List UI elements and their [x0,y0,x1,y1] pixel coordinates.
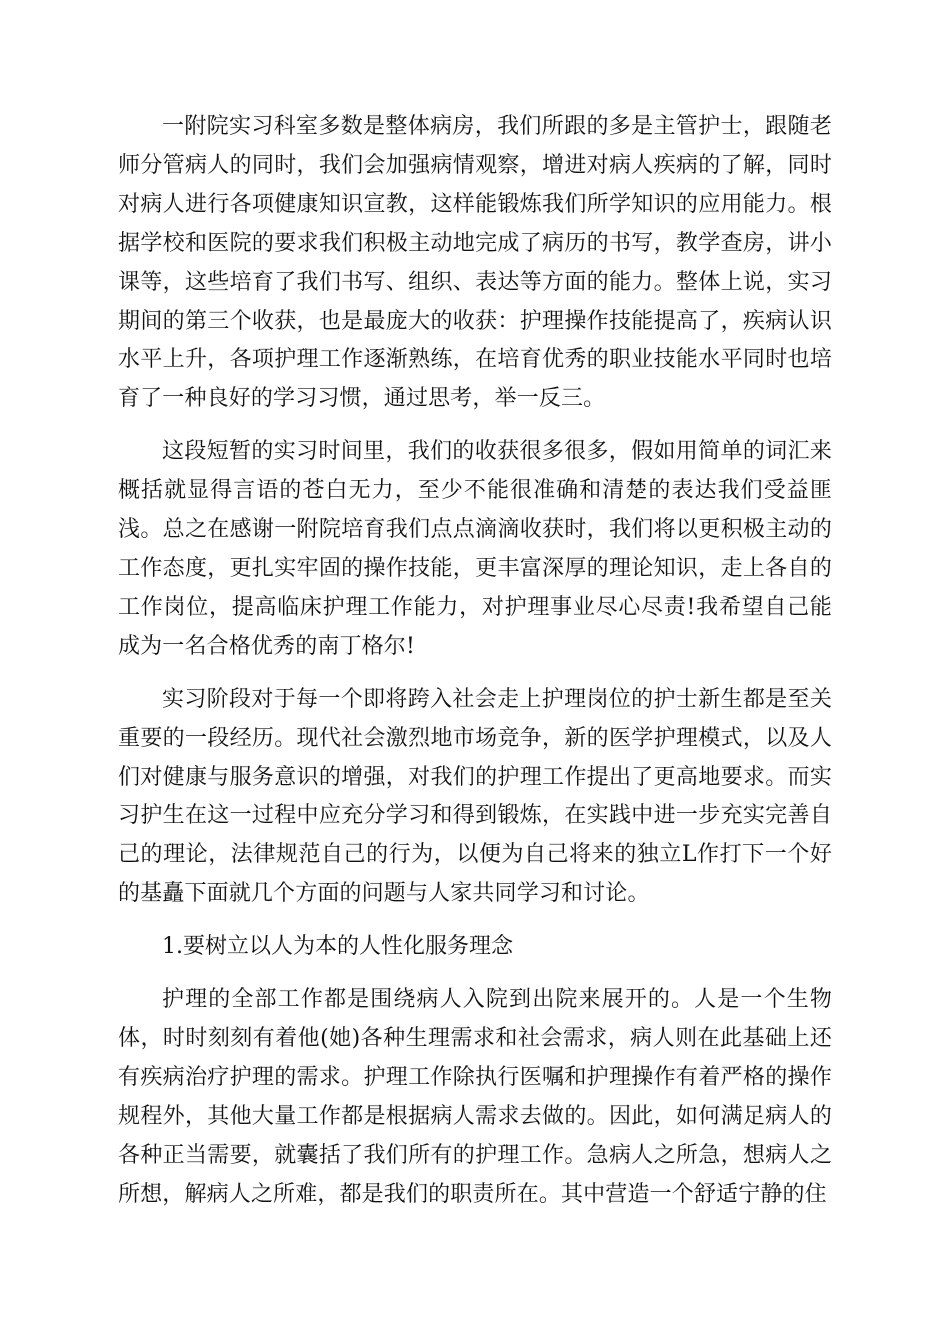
paragraph-nursing-work: 护理的全部工作都是围绕病人入院到出院来展开的。人是一个生物体，时时刻刻有着他(她)各种生理需求和社会需求，病人则在此基础上还有疾病治疗护理的需求。护理工作除执行医嘱和护理操作有着严格的操作规程外，其他大量工作都是根据病人需求去做的。因此，如何满足病人的各种正当需要，就囊括了我们所有的护理工作。急病人之所急，想病人之所想，解病人之所难，都是我们的职责所在。其中营造一个舒适宁静的住 [118,987,832,1207]
section-heading: 1.要树立以人为本的人性化服务理念 [162,934,513,960]
paragraph-internship-gains: 一附院实习科室多数是整体病房，我们所跟的多是主管护士，跟随老师分管病人的同时，我们会加强病情观察，增进对病人疾病的了解，同时对病人进行各项健康知识宣教，这样能锻炼我们所学知识的应用能力。根据学校和医院的要求我们积极主动地完成了病历的书写，教学查房，讲小课等，这些培育了我们书写、组织、表达等方面的能力。整体上说，实习期间的第三个收获，也是最庞大的收获：护理操作技能提高了，疾病认识水平上升，各项护理工作逐渐熟练，在培育优秀的职业技能水平同时也培育了一种良好的学习习惯，通过思考，举一反三。 [118,114,832,412]
document-body [118,108,832,1214]
paragraph-internship-stage: 实习阶段对于每一个即将跨入社会走上护理岗位的护士新生都是至关重要的一段经历。现代社会激烈地市场竞争，新的医学护理模式，以及人们对健康与服务意识的增强，对我们的护理工作提出了更高地要求。而实习护生在这一过程中应充分学习和得到锻炼，在实践中进一步充实完善自己的理论，法律规范自己的行为，以便为自己将来的独立L作打下一个好的基矗下面就几个方面的问题与人家共同学习和讨论。 [118,686,832,907]
paragraph-gratitude: 这段短暂的实习时间里，我们的收获很多很多，假如用简单的词汇来概括就显得言语的苍白无力，至少不能很准确和清楚的表达我们受益匪浅。总之在感谢一附院培育我们点点滴滴收获时，我们将以更积极主动的工作态度，更扎实牢固的操作技能，更丰富深厚的理论知识，走上各自的工作岗位，提高临床护理工作能力，对护理事业尽心尽责!我希望自己能成为一名合格优秀的南丁格尔! [118,439,832,659]
